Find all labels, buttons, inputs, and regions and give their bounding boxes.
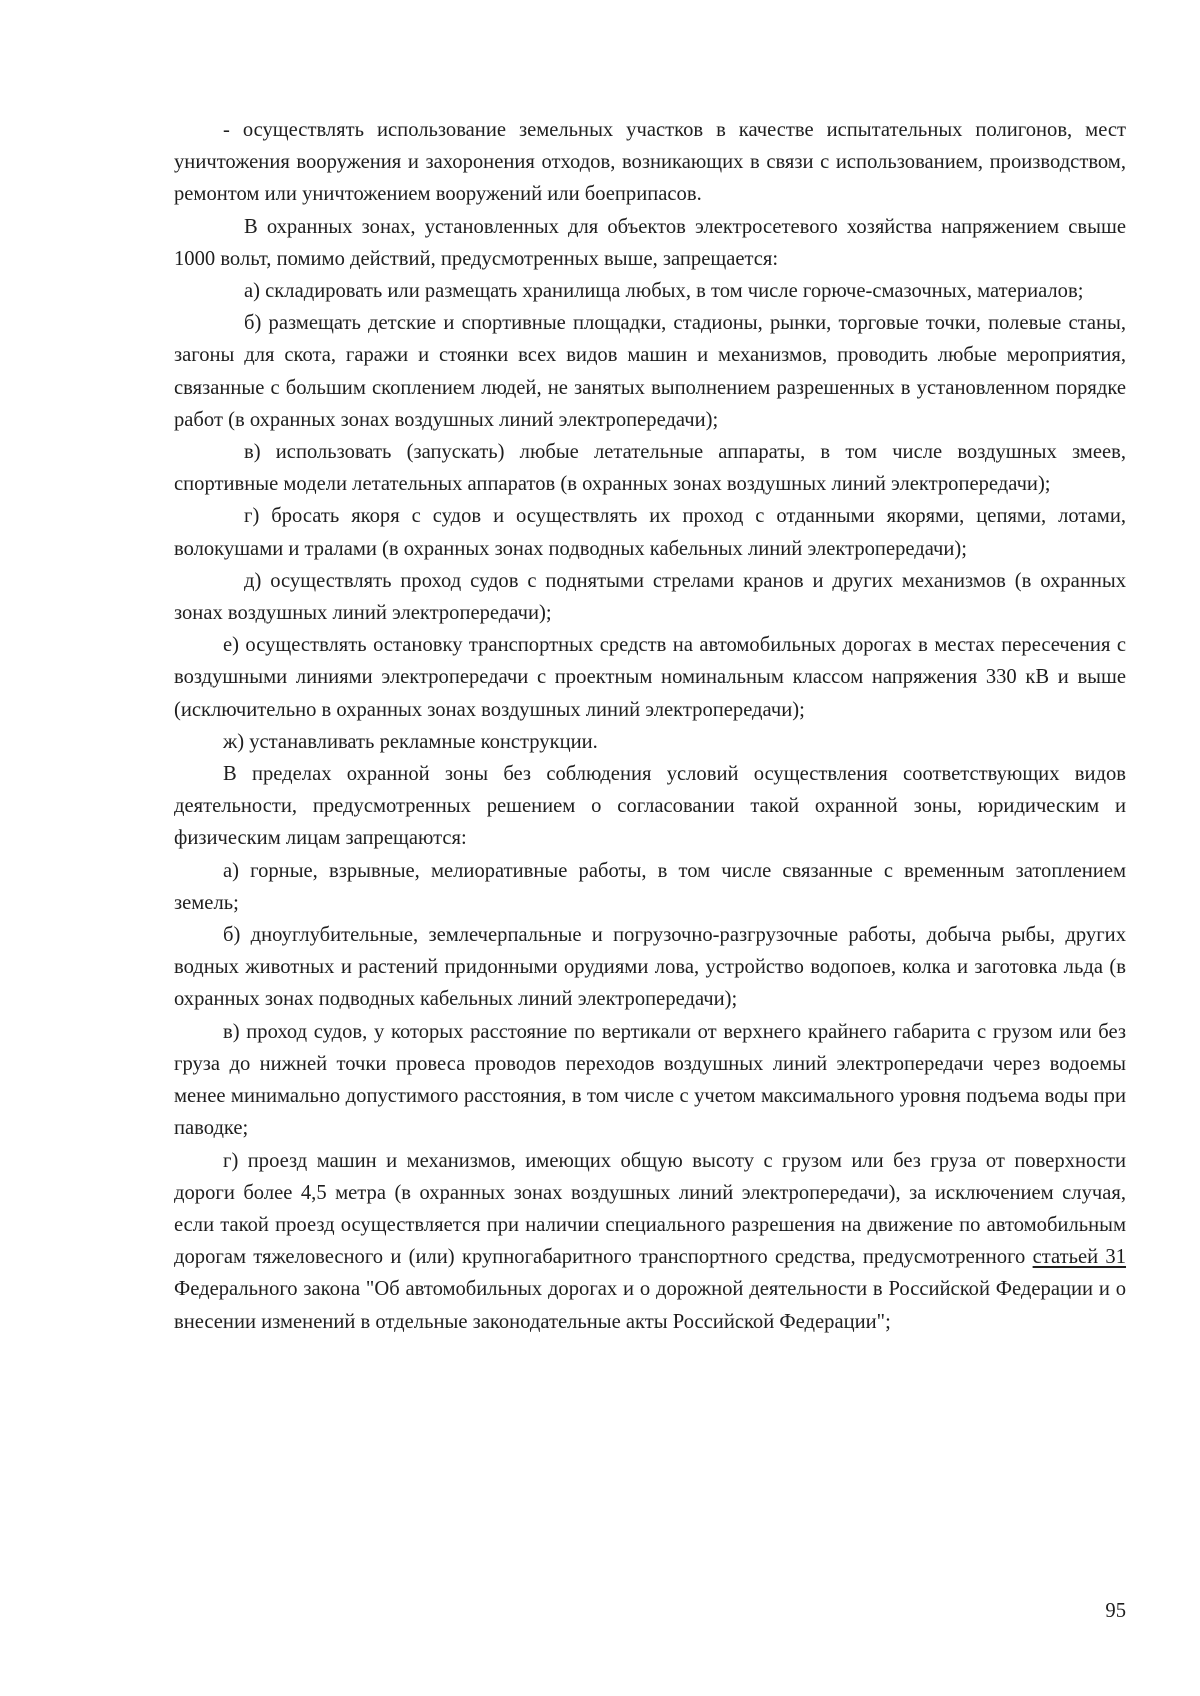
paragraph-protection-zone-intro: В пределах охранной зоны без соблюдения условий осуществления соответствующих видов деятельности, предусмотренных решением о согласовании такой охранной зоны, юридическим и физическим лицам запрещаются: bbox=[174, 763, 1126, 850]
list-item-a-storage: а) складировать или размещать хранилища любых, в том числе горюче-смазочных, материалов; bbox=[244, 280, 1084, 303]
page-number: 95 bbox=[1105, 1600, 1126, 1622]
paragraph-high-voltage-intro: В охранных зонах, установленных для объектов электросетевого хозяйства напряжением свыше 1000 вольт, помимо действий, предусмотренных выше, запрещается: bbox=[174, 215, 1126, 270]
list-item-zh-advertising: ж) устанавливать рекламные конструкции. bbox=[223, 730, 598, 753]
document-body bbox=[174, 114, 1126, 1338]
paragraph-testing-grounds: - осуществлять использование земельных участков в качестве испытательных полигонов, мест уничтожения вооружения и захоронения отходов, возникающих в связи с использованием, производством, ремонтом или уничтожением вооружений или боеприпасов. bbox=[174, 119, 1126, 206]
list-item-v-ships-passage: в) проход судов, у которых расстояние по вертикали от верхнего крайнего габарита с грузом или без груза до нижней точки провеса проводов переходов воздушных линий электропередачи через водоемы менее минимально допустимого расстояния, в том числе с учетом максимального уровня подъема воды при паводке; bbox=[174, 1020, 1126, 1140]
paragraph-text-after-link: Федерального закона "Об автомобильных дорогах и о дорожной деятельности в Российской Федерации и о внесении изменений в отдельные законодательные акты Российской Федерации"; bbox=[174, 1278, 1126, 1333]
list-item-b-dredging: б) дноуглубительные, землечерпальные и погрузочно-разгрузочные работы, добыча рыбы, других водных животных и растений придонными орудиями лова, устройство водопоев, колка и заготовка льда (в охранных зонах подводных кабельных линий электропередачи); bbox=[174, 924, 1126, 1011]
list-item-d-cranes: д) осуществлять проход судов с поднятыми стрелами кранов и других механизмов (в охранных зонах воздушных линий электропередачи); bbox=[174, 569, 1126, 625]
list-item-g-anchors: г) бросать якоря с судов и осуществлять их проход с отданными якорями, цепями, лотами, волокушами и тралами (в охранных зонах подводных кабельных линий электропередачи); bbox=[174, 505, 1126, 560]
list-item-g-vehicle-passage bbox=[174, 1145, 1126, 1338]
list-item-e-vehicle-stops: е) осуществлять остановку транспортных средств на автомобильных дорогах в местах пересечения с воздушными линиями электропередачи с проектным номинальным классом напряжения 330 кВ и выше (исключительно в охранных зонах воздушных линий электропередачи); bbox=[174, 634, 1126, 721]
list-item-a-mining: а) горные, взрывные, мелиоративные работы, в том числе связанные с временным затоплением земель; bbox=[174, 859, 1126, 914]
list-item-v-aircraft: в) использовать (запускать) любые летательные аппараты, в том числе воздушных змеев, спортивные модели летательных аппаратов (в охранных зонах воздушных линий электропередачи); bbox=[174, 441, 1126, 496]
list-item-b-playgrounds: б) размещать детские и спортивные площадки, стадионы, рынки, торговые точки, полевые станы, загоны для скота, гаражи и стоянки всех видов машин и механизмов, проводить любые мероприятия, связанные с большим скоплением людей, не занятых выполнением разрешенных в установленном порядке работ (в охранных зонах воздушных линий электропередачи); bbox=[174, 312, 1126, 431]
paragraph-text-before-link: г) проезд машин и механизмов, имеющих общую высоту с грузом или без груза от поверхности дороги более 4,5 метра (в охранных зонах воздушных линий электропередачи), за исключением случая, если такой проезд осуществляется при наличии специального разрешения на движение по автомобильным дорогам тяжеловесного и (или) крупногабаритного транспортного средства, предусмотренного bbox=[174, 1149, 1126, 1269]
article-31-link[interactable]: статьей 31 bbox=[1032, 1246, 1127, 1269]
